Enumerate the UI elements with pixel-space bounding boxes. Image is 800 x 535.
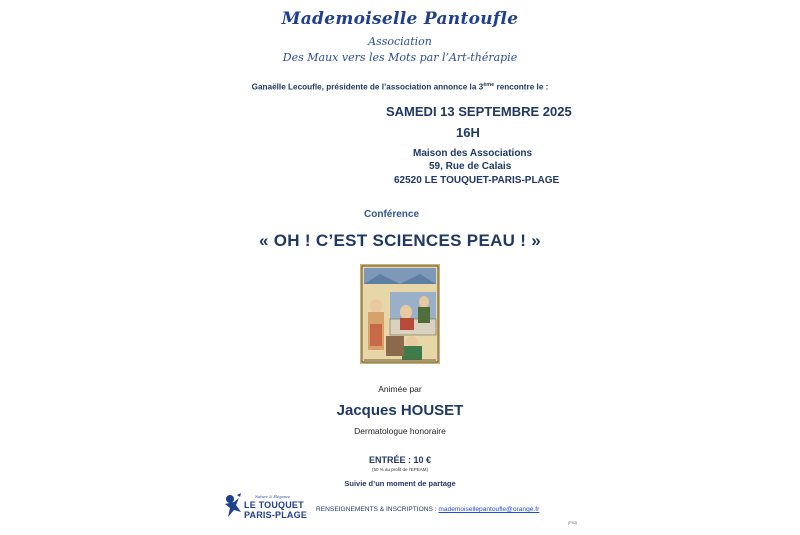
logo-text-line2: PARIS-PLAGE [244, 510, 308, 520]
announcement-text-before: Ganaëlle Lecoufle, présidente de l’association annonce la 3 [251, 82, 484, 92]
contact-email-link[interactable]: mademoisellepantoufle@orange.fr [438, 506, 540, 513]
speaker-name: Jacques HOUSET [336, 402, 464, 419]
entry-price-note: (50 % au profit de l’EPEAM) [371, 467, 429, 472]
announcement-text [0, 82, 800, 92]
event-date: SAMEDI 13 SEPTEMBRE 2025 [386, 104, 572, 119]
event-time: 16H [456, 125, 480, 140]
entry-price: ENTRÉE : 10 € [368, 455, 432, 465]
contact-label: RENSEIGNEMENTS & INSCRIPTIONS : [316, 506, 439, 513]
association-tagline: Des Maux vers les Mots par l’Art-thérapie [282, 51, 518, 64]
association-label: Association [368, 35, 432, 48]
hosted-by-label: Animée par [378, 384, 422, 394]
speaker-title: Dermatologue honoraire [354, 426, 446, 436]
contact-info [316, 506, 539, 513]
sharing-moment-note: Suivie d’un moment de partage [344, 479, 456, 488]
announcement-ordinal-suffix: ème [483, 82, 495, 88]
medieval-bedside-illustration [360, 264, 440, 364]
logo-tagline: Nature & Élégance [255, 495, 291, 499]
venue-city: 62520 LE TOUQUET-PARIS-PLAGE [394, 175, 560, 186]
announcement-text-after: rencontre le : [494, 82, 549, 92]
page-code: (PX2) [568, 521, 578, 525]
conference-label: Conférence [364, 209, 420, 220]
venue-street: 59, Rue de Calais [429, 161, 512, 172]
logo-text-line1: LE TOUQUET [244, 500, 304, 510]
conference-title: « OH ! C’EST SCIENCES PEAU ! » [259, 231, 541, 250]
association-name-title: Mademoiselle Pantoufle [281, 9, 519, 29]
venue-name: Maison des Associations [413, 148, 533, 159]
